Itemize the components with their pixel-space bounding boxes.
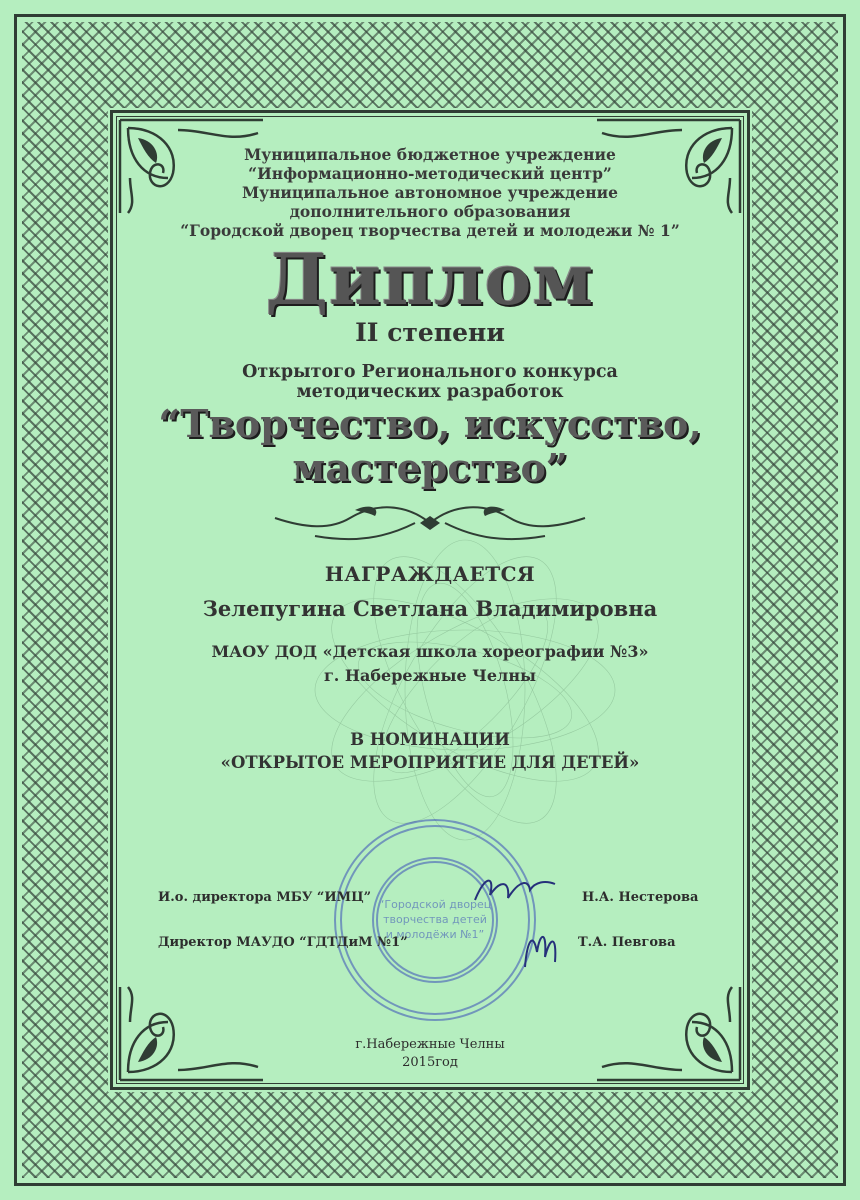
handwritten-signature-icon bbox=[515, 922, 565, 972]
contest-line: Открытого Регионального конкурса bbox=[242, 362, 618, 382]
issuer-line: Муниципальное бюджетное учреждение bbox=[244, 145, 616, 164]
signatory-name: Т.А. Певгова bbox=[578, 935, 676, 950]
nomination bbox=[130, 728, 730, 774]
contest-line: методических разработок bbox=[296, 382, 564, 402]
contest-name bbox=[130, 362, 730, 402]
flourish-divider-icon bbox=[255, 498, 605, 548]
issuer-line: Муниципальное автономное учреждение bbox=[241, 183, 618, 202]
school-line: г. Набережные Челны bbox=[323, 666, 537, 685]
recipient-school bbox=[130, 640, 730, 688]
issue-year: 2015год bbox=[402, 1055, 458, 1070]
awarded-label: НАГРАЖДАЕТСЯ bbox=[324, 562, 536, 586]
issuer-line: “Городской дворец творчества детей и молодежи № 1” bbox=[180, 221, 680, 240]
issuer-line: дополнительного образования bbox=[289, 202, 571, 221]
issuer-line: “Информационно-методический центр” bbox=[248, 164, 612, 183]
official-stamp-icon bbox=[330, 795, 540, 1045]
motto-line: “Творчество, искусство, bbox=[158, 401, 702, 446]
signatory-role: И.о. директора МБУ “ИМЦ” bbox=[158, 890, 372, 905]
nomination-label: В НОМИНАЦИИ bbox=[350, 730, 510, 749]
recipient-name: Зелепугина Светлана Владимировна bbox=[202, 596, 658, 621]
diploma-degree: II степени bbox=[355, 318, 505, 347]
signatory-role: Директор МАУДО “ГДТДиМ №1” bbox=[158, 935, 408, 950]
stamp-text: “Городской дворец bbox=[378, 898, 492, 911]
contest-motto bbox=[130, 402, 730, 490]
school-line: МАОУ ДОД «Детская школа хореографии №3» bbox=[211, 642, 649, 661]
stamp-text: творчества детей bbox=[383, 913, 487, 926]
diploma-title: Диплом bbox=[265, 238, 595, 321]
issue-place-date bbox=[130, 1036, 730, 1072]
nomination-value: «ОТКРЫТОЕ МЕРОПРИЯТИЕ ДЛЯ ДЕТЕЙ» bbox=[220, 753, 640, 772]
motto-line: мастерство” bbox=[292, 445, 568, 490]
handwritten-signature-icon bbox=[470, 870, 560, 910]
signatory-name: Н.А. Нестерова bbox=[582, 890, 699, 905]
stamp-text: и молодёжи №1” bbox=[385, 928, 485, 941]
issuer-header bbox=[130, 145, 730, 240]
issue-city: г.Набережные Челны bbox=[355, 1037, 505, 1052]
